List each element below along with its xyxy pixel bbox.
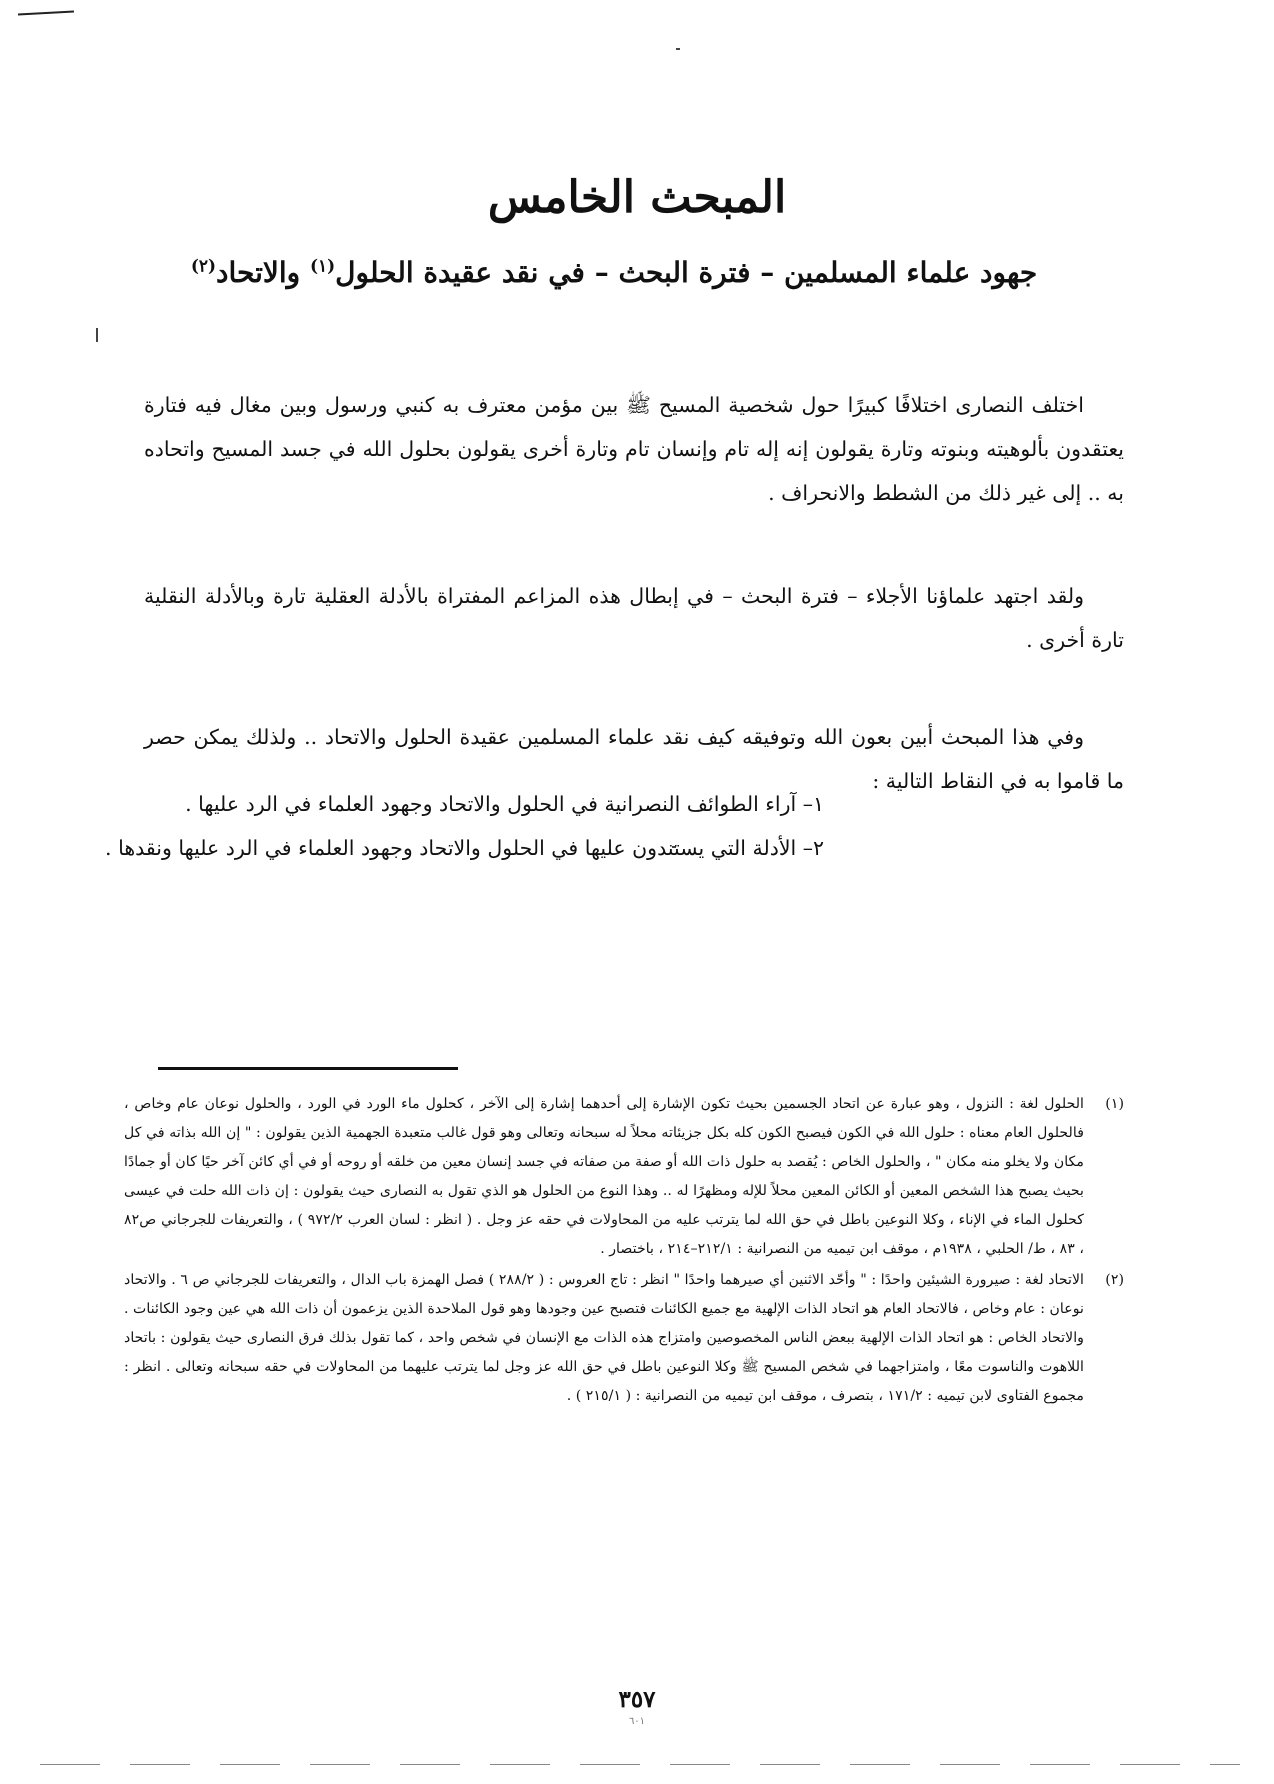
section-subtitle bbox=[144, 256, 1084, 289]
paragraph: اختلف النصارى اختلافًا كبيرًا حول شخصية المسيح ﷺ بين مؤمن معترف به كنبي ورسول وبين مغال فيه فتارة يعتقدون بألوهيته وبنوته وتارة يقولون إنه إله تام وإنسان تام وتارة أخرى يقولون بحلول الله في جسد المسيح واتحاده به .. إلى غير ذلك من الشطط والانحراف . bbox=[144, 392, 1124, 505]
subtitle-text-2: والاتحاد bbox=[216, 256, 310, 289]
points-list bbox=[105, 782, 1124, 870]
paragraph: ولقد اجتهد علماؤنا الأجلاء – فترة البحث – في إبطال هذه المزاعم المفتراة بالأدلة العقلية تارة وبالأدلة النقلية تارة أخرى . bbox=[144, 583, 1124, 652]
scan-dot bbox=[676, 48, 680, 50]
subtitle-text: جهود علماء المسلمين – فترة البحث – في نقد عقيدة الحلول bbox=[335, 256, 1038, 289]
footnote bbox=[124, 1090, 1124, 1264]
footnote-text: الحلول لغة : النزول ، وهو عبارة عن اتحاد الجسمين بحيث تكون الإشارة إلى أحدهما إشارة إلى الآخر ، كحلول ماء الورد في الورد ، والحلول نوعان عام وخاص ، فالحلول العام معناه : حلول الله في الكون فيصبح الكون كله بكل جزيئاته محلاً له سبحانه وتعالى وهو قول غالب متعبدة الجهمية الذين يقولون : " إن الله بذاته في كل مكان ولا يخلو منه مكان " ، والحلول الخاص : يُقصد به حلول ذات الله أو صفة من صفاته في جسد إنسان معين من خلقه أو روحه أو في أي كائن آخر حيًا كان أو جمادًا بحيث يصبح هذا الشخص المعين أو الكائن المعين محلاً للإله ومظهرًا له .. وهذا النوع من الحلول هو الذي تقول به النصارى حيث يقولون : إن ذات الله حلت في عيسى كحلول الماء في الإناء ، وكلا النوعين باطل في حق الله لما يترتب عليه من المحاولات في حقه عز وجل . ( انظر : لسان العرب ٩٧٢/٢ ) ، والتعريفات للجرجاني ص٨٢ ، ٨٣ ، ط/ الحلبي ، ١٩٣٨م ، موقف ابن تيميه من النصرانية : ٢١٢/١–٢١٤ ، باختصار . bbox=[124, 1096, 1085, 1257]
list-item: ١– آراء الطوائف النصرانية في الحلول والاتحاد وجهود العلماء في الرد عليها . bbox=[185, 792, 824, 816]
footnote-ref-2: (٢) bbox=[190, 256, 217, 277]
footnote-separator bbox=[158, 1067, 458, 1070]
footnote bbox=[124, 1266, 1124, 1411]
footnote-number: (١) bbox=[1105, 1096, 1124, 1112]
scan-mark bbox=[18, 11, 74, 16]
scan-bottom-edge bbox=[40, 1764, 1240, 1765]
footnote-text: الاتحاد لغة : صيرورة الشيئين واحدًا : " وأحّد الاثنين أي صيرهما واحدًا " انظر : تاج العروس : ( ٢٨٨/٢ ) فصل الهمزة باب الدال ، والتعريفات للجرجاني ص ٦ . والاتحاد نوعان : عام وخاص ، فالاتحاد العام هو اتحاد الذات الإلهية مع جميع الكائنات فتصبح عين وجودها وهو قول الملاحدة الذين يزعمون أن ذات الله هي عين وجود الكائنات . والاتحاد الخاص : هو اتحاد الذات الإلهية ببعض الناس المخصوصين وامتزاج هذه الذات مع الإنسان في شخص واحد ، كما تقول بذلك فرق النصارى حيث يقولون : باتحاد اللاهوت والناسوت معًا ، وامتزاجهما في شخص المسيح ﷺ وكلا النوعين باطل في حق الله عز وجل لما يترتب عليهما من المحاولات في حقه سبحانه وتعالى . انظر : مجموع الفتاوى لابن تيميه : ١٧١/٢ ، بتصرف ، موقف ابن تيميه من النصرانية : ( ٢١٥/١ ) . bbox=[124, 1272, 1084, 1404]
footnotes bbox=[124, 1090, 1124, 1413]
paragraph: وفي هذا المبحث أبين بعون الله وتوفيقه كيف نقد علماء المسلمين عقيدة الحلول والاتحاد .. ولذلك يمكن حصر ما قاموا به في النقاط التالية : bbox=[144, 724, 1124, 793]
section-title: المبحث الخامس bbox=[487, 172, 787, 223]
page-sub-number: ٦٠١ bbox=[628, 1716, 646, 1727]
footnote-number: (٢) bbox=[1105, 1272, 1124, 1288]
list-item: ٢– الأدلة التي يستندون عليها في الحلول والاتحاد وجهود العلماء في الرد عليها ونقدها . bbox=[105, 836, 824, 860]
page-number: ٣٥٧ bbox=[618, 1686, 656, 1713]
scan-dot bbox=[96, 328, 98, 342]
footnote-ref-1: (١) bbox=[309, 256, 336, 277]
